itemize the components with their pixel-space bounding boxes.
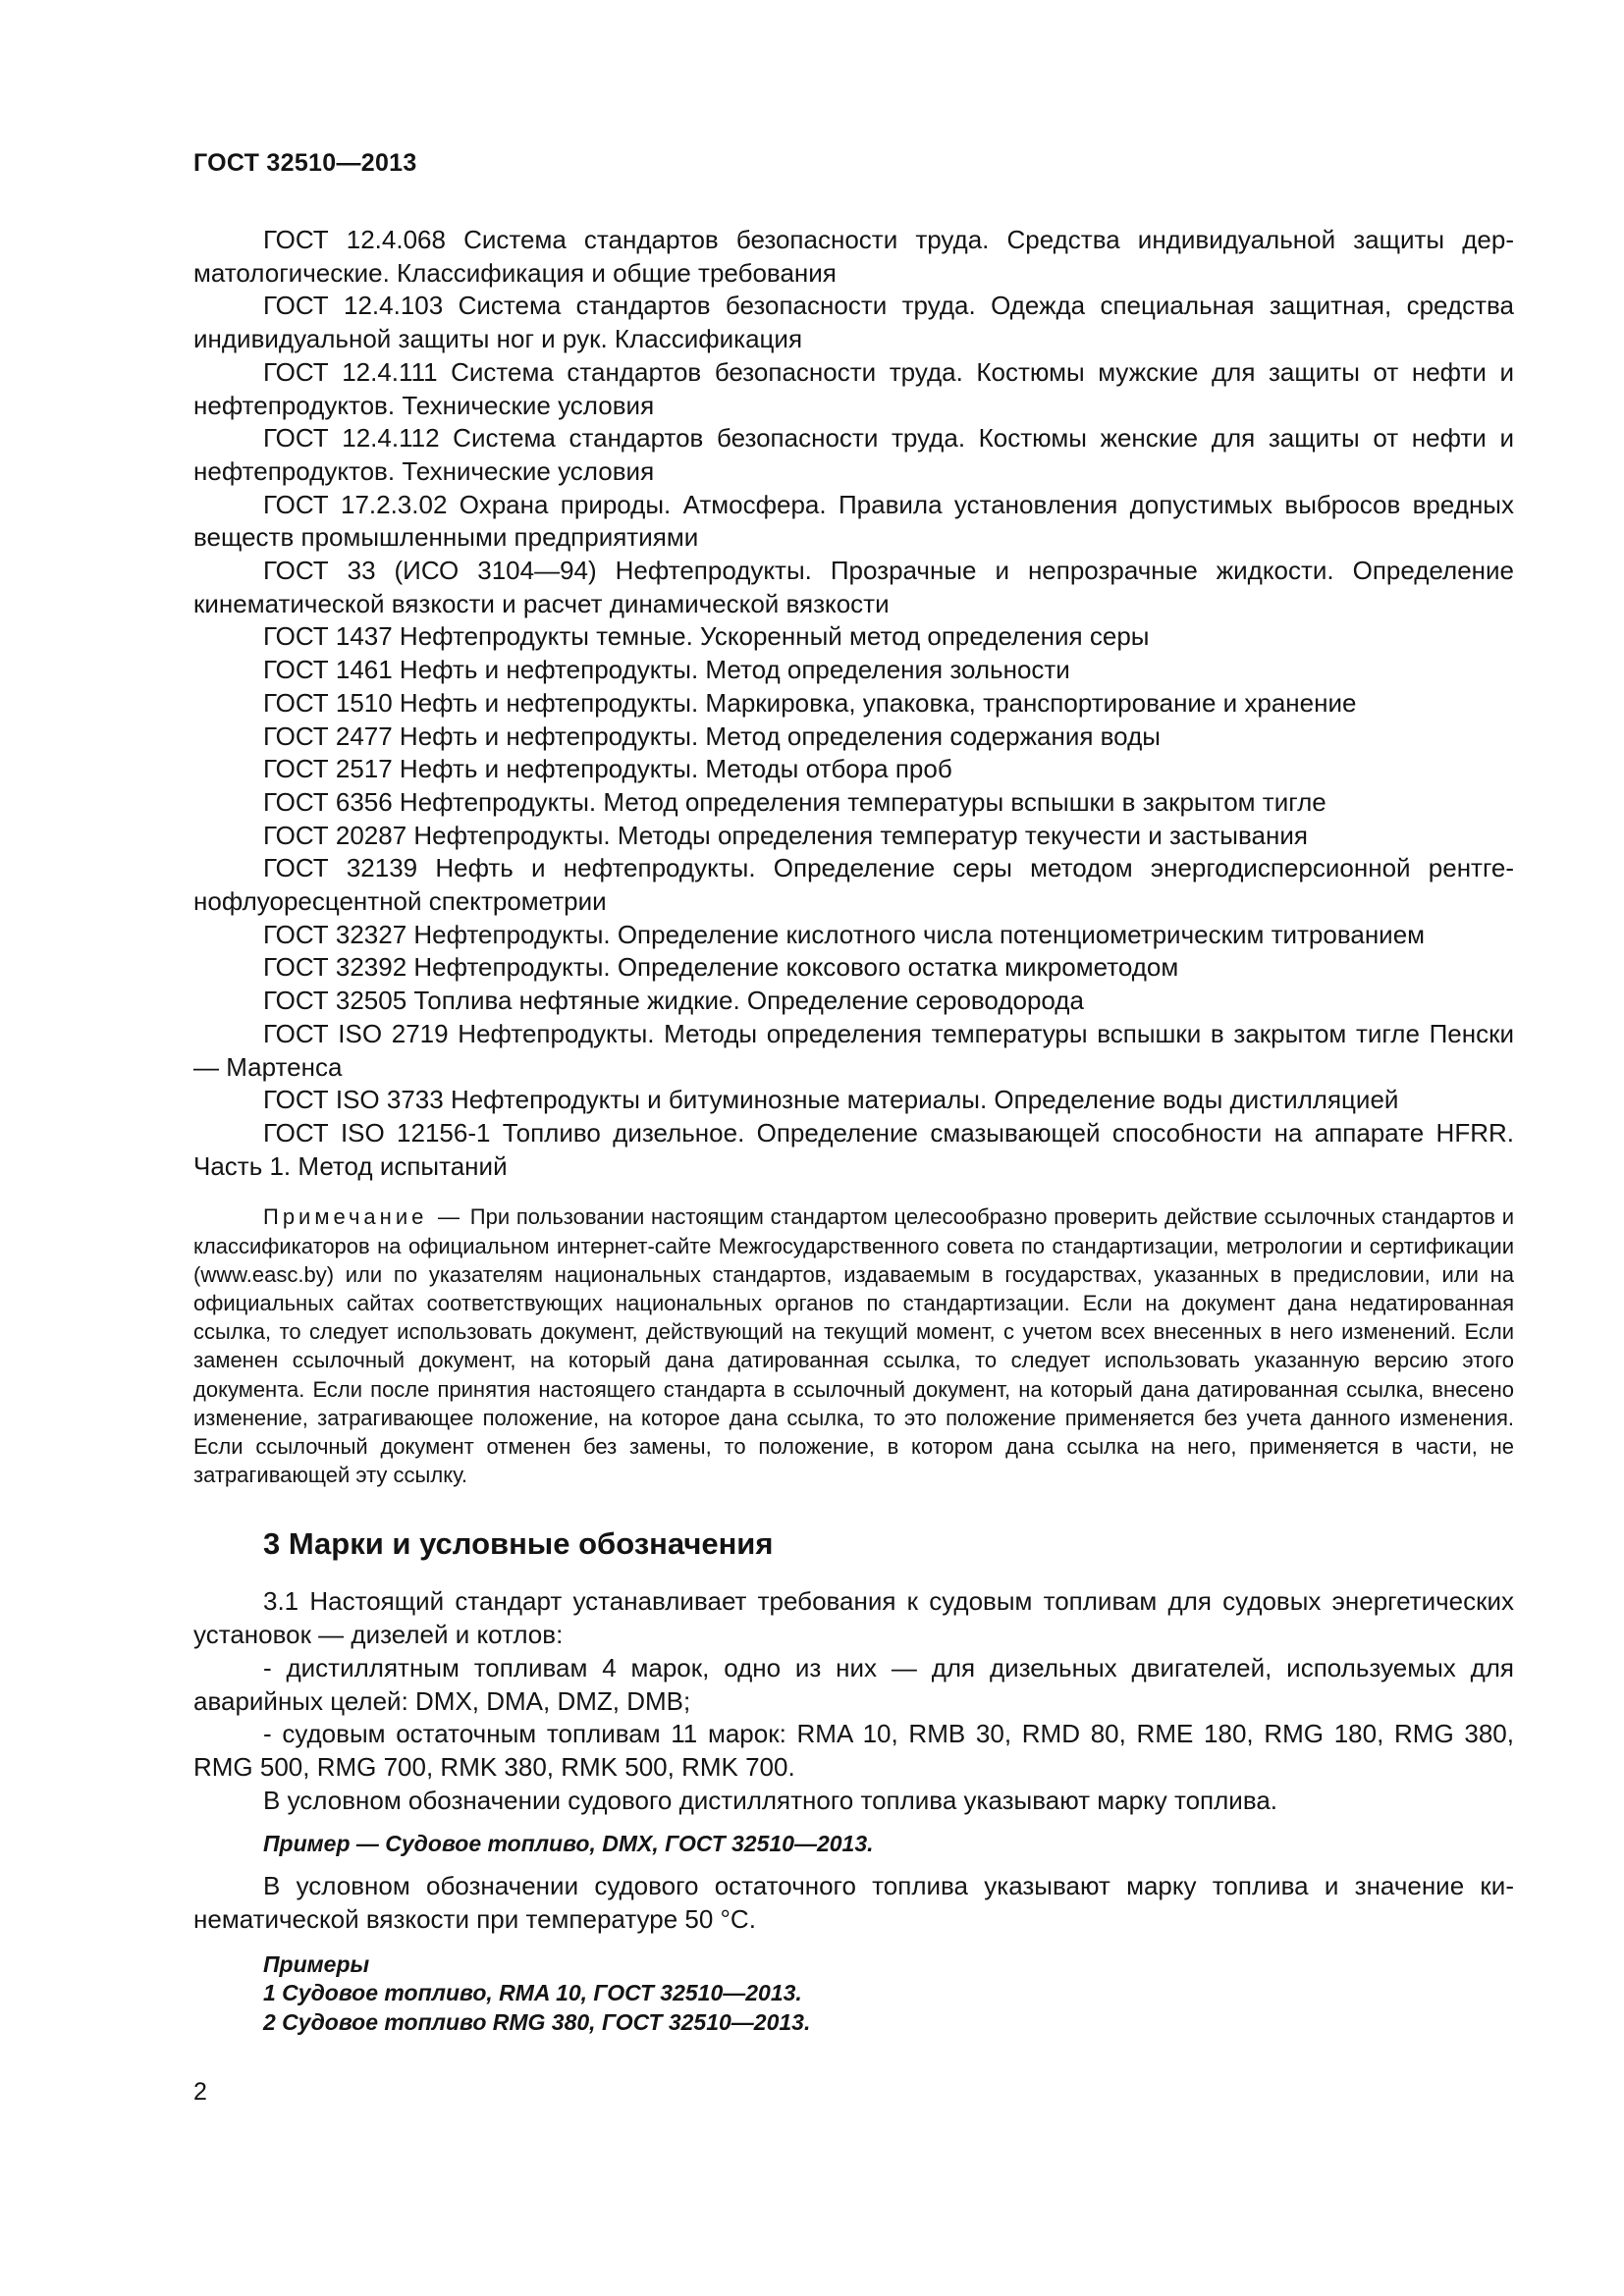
page-number: 2	[193, 2078, 207, 2106]
reference-item: ГОСТ 20287 Нефтепродукты. Методы определения температур текучести и застывания	[263, 820, 1308, 850]
example-item: 1 Судовое топливо, RMA 10, ГОСТ 32510—2013.	[263, 1980, 802, 2006]
document-header: ГОСТ 32510—2013	[193, 149, 417, 177]
examples-title: Примеры	[263, 1950, 370, 1977]
reference-item: ГОСТ 1510 Нефть и нефтепродукты. Маркировка, упаковка, транспортирование и хранение	[263, 687, 1357, 718]
reference-item: ГОСТ 1461 Нефть и нефтепродукты. Метод определения зольности	[263, 655, 1070, 685]
note-text: При пользовании настоящим стандартом целесообразно проверить действие ссылочных стандартов и классификаторов на официальном интернет-сайте Межгосударственного совета по стандартизации, метрологии и сертификации (www.easc.by) или по указателям национальных стандартов, издаваемым в государствах, указанных в предисловии, или на официальных сайтах соответствующих национальных органов по стандартизации. Если на документ дана недатированная ссылка, то следует использовать документ, действующий на текущий момент, с учетом всех внесенных в него изменений. Если заменен ссылочный документ, на который дана датированная ссылка, то следует использовать указанную версию этого документа. Если после принятия настоящего стандарта в ссылочный документ, на который дана датированная ссылка, внесено изменение, затрагивающее положение, на которое дана ссылка, то это положение применяется без учета данного изменения. Если ссылочный документ отменен без замены, то положение, в котором дана ссылка на него, применяется в части, не затрагивающей эту ссылку.	[193, 1204, 1514, 1488]
reference-item: ГОСТ 6356 Нефтепродукты. Метод определения температуры вспышки в закрытом тигле	[263, 786, 1326, 817]
section-paragraph: - дистиллятным топливам 4 марок, одно из них — для дизельных двигателей, используемых для аварийных целей: DMX, DMA, DMZ, DMB;	[193, 1652, 1514, 1716]
note-paragraph	[193, 1202, 1514, 1489]
note-label: Примечание —	[263, 1204, 464, 1230]
reference-item: ГОСТ 32327 Нефтепродукты. Определение кислотного числа потенциометрическим титрованием	[263, 919, 1426, 949]
section-paragraph: - судовым остаточным топливам 11 марок: RMA 10, RMB 30, RMD 80, RME 180, RMG 180, RMG 380, RMG 500, RMG 700, RMK 380, RMK 500, RMK 700.	[193, 1719, 1514, 1782]
example-line: Пример — Судовое топливо, DMX, ГОСТ 32510—2013.	[263, 1831, 874, 1857]
reference-item: ГОСТ 12.4.068 Система стандартов безопасности труда. Средства индивидуальной защиты дерматологические. Классификация и общие требования	[193, 225, 1514, 288]
section-paragraph: В условном обозначении судового дистиллятного топлива указывают марку топлива.	[263, 1785, 1278, 1815]
page-content	[193, 224, 1514, 2037]
reference-item: ГОСТ 32139 Нефть и нефтепродукты. Определение серы методом энергодисперсионной рентгенофлуоресцентной спектрометрии	[193, 853, 1514, 917]
reference-item: ГОСТ 17.2.3.02 Охрана природы. Атмосфера. Правила установления допустимых выбросов вредных веществ промышленными предприятиями	[193, 489, 1514, 553]
reference-item: ГОСТ ISO 2719 Нефтепродукты. Методы определения температуры вспышки в закрытом тигле Пенски — Мартенса	[193, 1018, 1514, 1082]
reference-item: ГОСТ 12.4.112 Система стандартов безопасности труда. Костюмы женские для защиты от нефти и нефтепродуктов. Технические условия	[193, 423, 1514, 486]
section-paragraph: В условном обозначении судового остаточного топлива указывают марку топлива и значение кинематической вязкости при температуре 50 °С.	[193, 1871, 1514, 1935]
section-paragraph: 3.1 Настоящий стандарт устанавливает требования к судовым топливам для судовых энергетических установок — дизелей и котлов:	[193, 1586, 1514, 1650]
reference-item: ГОСТ 32392 Нефтепродукты. Определение коксового остатка микрометодом	[263, 952, 1179, 983]
reference-item: ГОСТ 2517 Нефть и нефтепродукты. Методы отбора проб	[263, 754, 952, 784]
examples-block	[193, 1950, 1514, 2038]
reference-item: ГОСТ 33 (ИСО 3104—94) Нефтепродукты. Прозрачные и непрозрачные жидкости. Определение кинематической вязкости и расчет динамической вязкости	[193, 556, 1514, 618]
normative-references-list	[193, 224, 1514, 1183]
reference-item: ГОСТ ISO 3733 Нефтепродукты и битуминозные материалы. Определение воды дистилляцией	[263, 1085, 1399, 1115]
example-item: 2 Судовое топливо RMG 380, ГОСТ 32510—2013.	[263, 2008, 811, 2035]
reference-item: ГОСТ 2477 Нефть и нефтепродукты. Метод определения содержания воды	[263, 721, 1161, 751]
reference-item: ГОСТ ISO 12156-1 Топливо дизельное. Определение смазывающей способности на аппарате HFRR. Часть 1. Метод испытаний	[193, 1117, 1514, 1181]
reference-item: ГОСТ 1437 Нефтепродукты темные. Ускоренный метод определения серы	[263, 621, 1150, 652]
section-heading: 3 Марки и условные обозначения	[263, 1526, 774, 1562]
reference-item: ГОСТ 12.4.111 Система стандартов безопасности труда. Костюмы мужские для защиты от нефти и нефтепродуктов. Технические условия	[193, 356, 1514, 420]
reference-item: ГОСТ 32505 Топлива нефтяные жидкие. Определение сероводорода	[263, 986, 1084, 1016]
reference-item: ГОСТ 12.4.103 Система стандартов безопасности труда. Одежда специальная защитная, средства индивидуальной защиты ног и рук. Классификация	[193, 291, 1514, 354]
